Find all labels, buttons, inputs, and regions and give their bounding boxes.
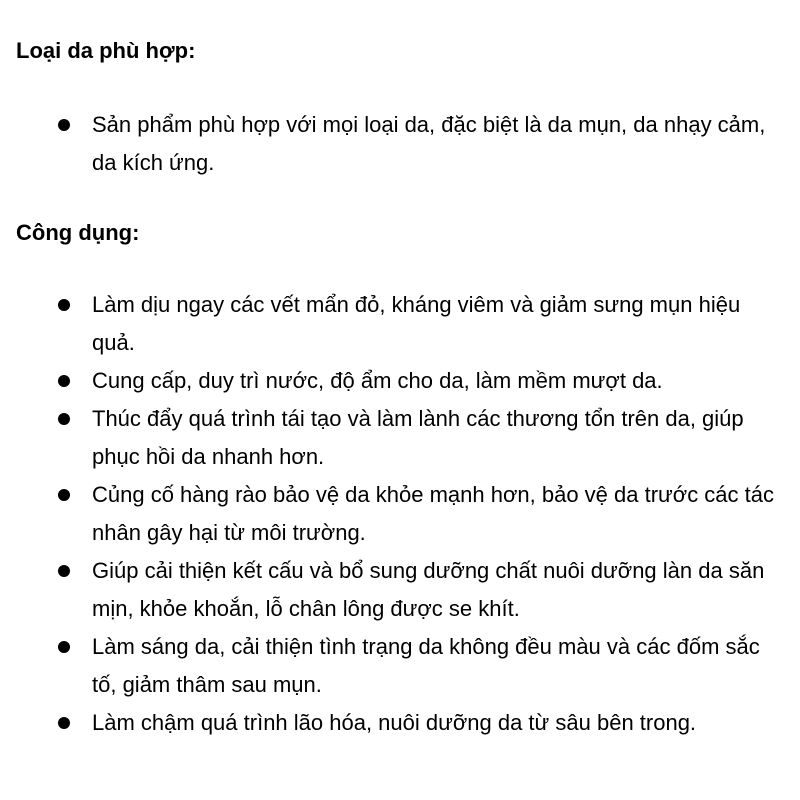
list-item: [16, 106, 786, 182]
bullet-icon: [58, 413, 70, 425]
product-description: [16, 32, 786, 742]
bullet-icon: [58, 717, 70, 729]
skin-type-list: [16, 106, 786, 182]
list-item-text: Cung cấp, duy trì nước, độ ẩm cho da, làm mềm mượt da.: [92, 368, 663, 393]
list-item-text: Giúp cải thiện kết cấu và bổ sung dưỡng chất nuôi dưỡng làn da săn mịn, khỏe khoắn, lỗ chân lông được se khít.: [92, 558, 765, 621]
bullet-icon: [58, 565, 70, 577]
benefits-heading: Công dụng:: [16, 220, 140, 245]
list-item: [16, 552, 786, 628]
list-item-text: Làm sáng da, cải thiện tình trạng da không đều màu và các đốm sắc tố, giảm thâm sau mụn.: [92, 634, 760, 697]
benefits-list: [16, 286, 786, 742]
list-item: [16, 476, 786, 552]
list-item: [16, 286, 786, 362]
bullet-icon: [58, 299, 70, 311]
bullet-icon: [58, 119, 70, 131]
bullet-icon: [58, 375, 70, 387]
list-item-text: Sản phẩm phù hợp với mọi loại da, đặc biệt là da mụn, da nhạy cảm, da kích ứng.: [92, 112, 766, 175]
list-item: [16, 704, 786, 742]
skin-type-heading: Loại da phù hợp:: [16, 38, 196, 63]
bullet-icon: [58, 489, 70, 501]
list-item-text: Làm chậm quá trình lão hóa, nuôi dưỡng da từ sâu bên trong.: [92, 710, 697, 735]
list-item: [16, 400, 786, 476]
bullet-icon: [58, 641, 70, 653]
list-item-text: Củng cố hàng rào bảo vệ da khỏe mạnh hơn, bảo vệ da trước các tác nhân gây hại từ môi trường.: [92, 482, 774, 545]
list-item: [16, 628, 786, 704]
list-item: [16, 362, 786, 400]
list-item-text: Làm dịu ngay các vết mẩn đỏ, kháng viêm và giảm sưng mụn hiệu quả.: [92, 292, 741, 355]
list-item-text: Thúc đẩy quá trình tái tạo và làm lành các thương tổn trên da, giúp phục hồi da nhanh hơn.: [92, 406, 744, 469]
